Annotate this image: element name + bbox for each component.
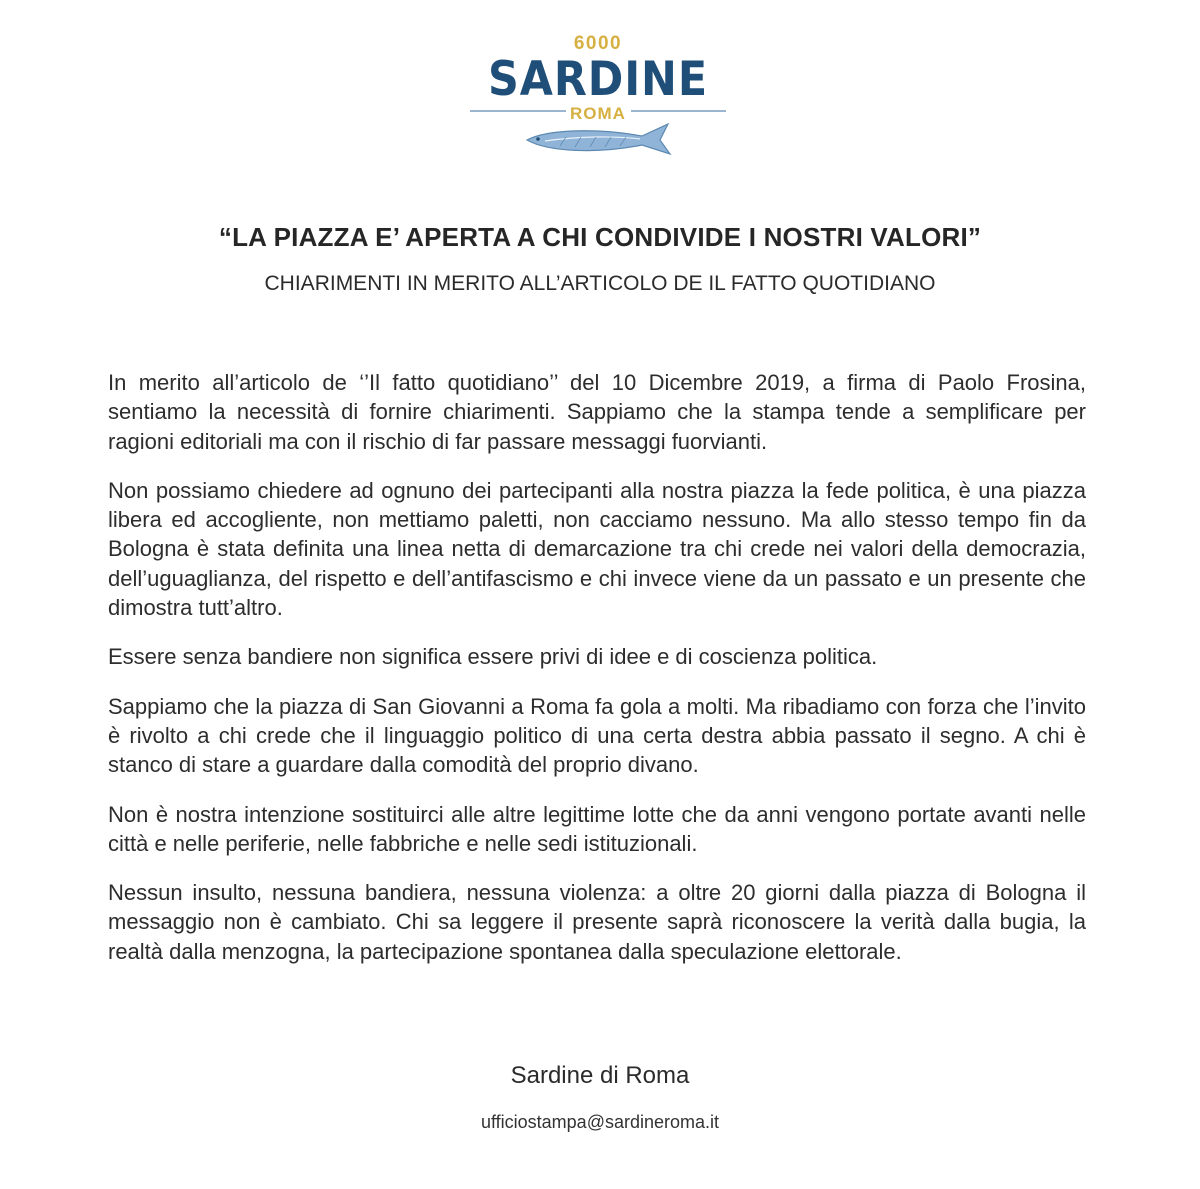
logo-graphic	[0, 0, 1200, 170]
contact-email[interactable]: ufficiostampa@sardineroma.it	[480, 1112, 720, 1132]
sardine-fish-icon	[527, 124, 670, 154]
logo-number: 6000	[573, 33, 623, 54]
logo-name: SARDINE	[488, 52, 708, 107]
document-body	[108, 368, 1086, 986]
sardine-roma-logo	[0, 0, 1200, 170]
paragraph: Essere senza bandiere non significa essere privi di idee e di coscienza politica.	[108, 644, 878, 670]
paragraph: Sappiamo che la piazza di San Giovanni a Roma fa gola a molti. Ma ribadiamo con forza che l’invito è rivolto a chi crede che il linguaggio politico di una certa destra abbia passato il segno. A chi è stanco di stare a guardare dalla comodità del proprio divano.	[108, 693, 1086, 778]
paragraph: Non è nostra intenzione sostituirci alle altre legittime lotte che da anni vengono portate avanti nelle città e nelle periferie, nelle fabbriche e nelle sedi istituzionali.	[108, 801, 1086, 856]
signature: Sardine di Roma	[510, 1062, 690, 1089]
document-subtitle: CHIARIMENTI IN MERITO ALL’ARTICOLO DE IL FATTO QUOTIDIANO	[264, 272, 936, 295]
document-title: “LA PIAZZA E’ APERTA A CHI CONDIVIDE I NOSTRI VALORI”	[218, 222, 982, 252]
paragraph: Nessun insulto, nessuna bandiera, nessuna violenza: a oltre 20 giorni dalla piazza di Bologna il messaggio non è cambiato. Chi sa leggere il presente saprà riconoscere la verità dalla bugia, la realtà dalla menzogna, la partecipazione spontanea dalla speculazione elettorale.	[108, 880, 1086, 964]
logo-city: ROMA	[570, 104, 626, 123]
paragraph: In merito all’articolo de ‘’Il fatto quotidiano’’ del 10 Dicembre 2019, a firma di Paolo Frosina, sentiamo la necessità di fornire chiarimenti. Sappiamo che la stampa tende a semplificare per ragioni editoriali ma con il rischio di far passare messaggi fuorvianti.	[108, 370, 1086, 454]
paragraph: Non possiamo chiedere ad ognuno dei partecipanti alla nostra piazza la fede politica, è una piazza libera ed accogliente, non mettiamo paletti, non cacciamo nessuno. Ma allo stesso tempo fin da Bologna è stata definita una linea netta di demarcazione tra chi crede nei valori della democrazia, dell’uguaglianza, del rispetto e dell’antifascismo e chi invece viene da un passato e un presente che dimostra tutt’altro.	[108, 477, 1086, 621]
